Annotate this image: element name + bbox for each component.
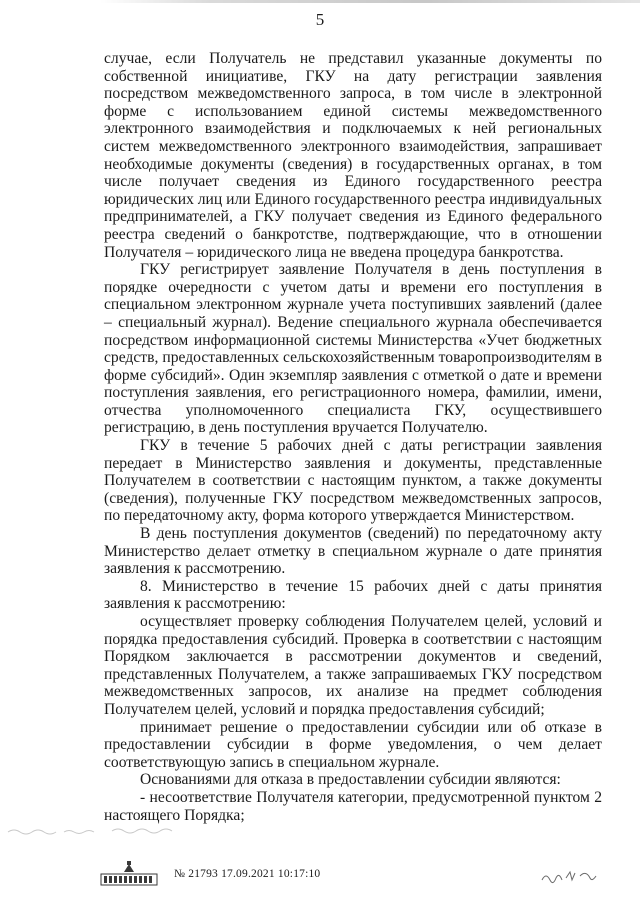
paragraph-item-8: 8. Министерство в течение 15 рабочих дней с даты принятия заявления к рассмотрению:: [104, 577, 602, 613]
paragraph-continuation: случае, если Получатель не представил указанные документы по собственной инициативе, ГКУ на дату регистрации заявления посредством межведомственного запроса, в том числе в электронной форме с использованием единой системы межведомственного электронного взаимодействия и подключаемых к ней региональных систем межведомственного электронного взаимодействия, запрашивает необходимые документы (сведения) в государственных органах, в том числе получает сведения из Единого государственного реестра юридических лиц или Единого государственного реестра индивидуальных предпринимателей, а ГКУ получает сведения из Единого федерального реестра сведений о банкротстве, подтверждающие, что в отношении Получателя – юридического лица не введена процедура банкротства.: [104, 50, 602, 261]
document-body: [104, 50, 602, 824]
document-footer: [100, 856, 600, 896]
paragraph-verification: осуществляет проверку соблюдения Получателем целей, условий и порядка предоставления субсидий. Проверка в соответствии с настоящим Порядком заключается в рассмотрении документов и сведений, представленных Получателем, а также запрашиваемых ГКУ посредством межведомственных запросов, их анализе на предмет соблюдения Получателем целей, условий и порядка предоставления субсидий;: [104, 613, 602, 718]
registration-number: № 21793 17.09.2021 10:17:10: [174, 868, 321, 880]
scan-top-edge: [100, 0, 640, 3]
paragraph-registration: ГКУ регистрирует заявление Получателя в день поступления в порядке очередности с учетом даты и времени его поступления в специальном электронном журнале учета поступивших заявлений (далее – специальный журнал). Ведение специального журнала обеспечивается посредством информационной системы Министерства «Учет бюджетных средств, предоставленных сельскохозяйственным товаропроизводителям в форме субсидий». Один экземпляр заявления с отметкой о дате и времени поступления заявления, его регистрационного номера, фамилии, имени, отчества уполномоченного специалиста ГКУ, осуществившего регистрацию, в день поступления вручается Получателю.: [104, 261, 602, 437]
paragraph-journal-mark: В день поступления документов (сведений) по передаточному акту Министерство делает отметку в специальном журнале о дате принятия заявления к рассмотрению.: [104, 525, 602, 578]
paragraph-decision: принимает решение о предоставлении субсидии или об отказе в предоставлении субсидии в форме уведомления, о чем делает соответствующую запись в специальном журнале.: [104, 718, 602, 771]
faint-bleedthrough-text: [0, 820, 600, 844]
paragraph-refusal-grounds: Основаниями для отказа в предоставлении субсидии являются:: [140, 771, 561, 789]
paragraph-transfer: ГКУ в течение 5 рабочих дней с даты регистрации заявления передает в Министерство заявления и документы, представленные Получателем в соответствии с настоящим пунктом, а также документы (сведения), полученные ГКУ посредством межведомственных запросов, по передаточному акту, форма которого утверждается Министерством.: [104, 437, 602, 525]
registry-stamp-icon: [100, 860, 158, 886]
page-number: 5: [315, 10, 325, 29]
paragraph-refusal-item-1: - несоответствие Получателя категории, предусмотренной пунктом 2 настоящего Порядка;: [104, 788, 602, 824]
handwritten-mark-icon: [538, 864, 600, 888]
